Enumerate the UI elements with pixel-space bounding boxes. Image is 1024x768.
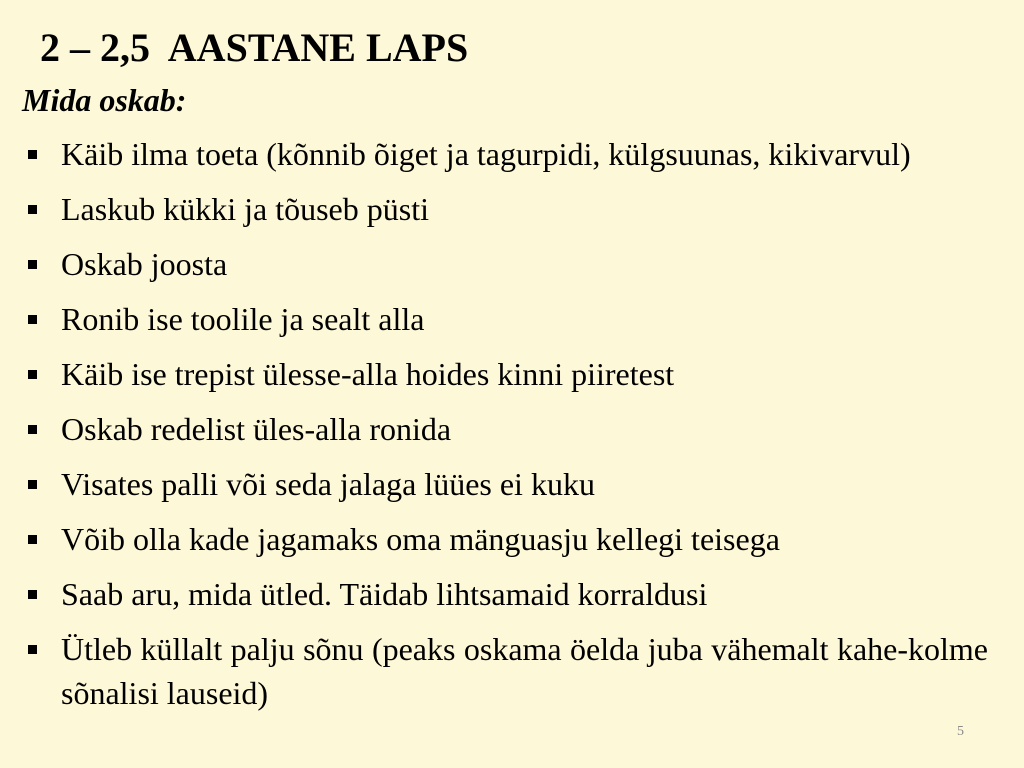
square-bullet-icon xyxy=(28,315,37,324)
list-item xyxy=(22,572,988,616)
list-item xyxy=(22,187,988,231)
list-item-text: Laskub kükki ja tõuseb püsti xyxy=(61,191,429,227)
list-item-text: Visates palli või seda jalaga lüües ei kuku xyxy=(61,466,595,502)
list-item-text: Käib ilma toeta (kõnnib õiget ja tagurpidi, külgsuunas, kikivarvul) xyxy=(61,136,911,172)
list-item-text: Ronib ise toolile ja sealt alla xyxy=(61,301,425,337)
slide-title: 2 – 2,5 AASTANE LAPS xyxy=(40,25,469,70)
list-item-text: Saab aru, mida ütled. Täidab lihtsamaid korraldusi xyxy=(61,576,708,612)
square-bullet-icon xyxy=(28,425,37,434)
square-bullet-icon xyxy=(28,370,37,379)
list-item xyxy=(22,352,988,396)
square-bullet-icon xyxy=(28,645,37,654)
list-item xyxy=(22,407,988,451)
square-bullet-icon xyxy=(28,150,37,159)
list-item xyxy=(22,627,988,715)
list-item-text: Oskab redelist üles-alla ronida xyxy=(61,411,452,447)
square-bullet-icon xyxy=(28,480,37,489)
list-item-text: Oskab joosta xyxy=(61,246,228,282)
square-bullet-icon xyxy=(28,535,37,544)
list-item xyxy=(22,132,988,176)
square-bullet-icon xyxy=(28,590,37,599)
list-item xyxy=(22,242,988,286)
list-item-text: Käib ise trepist ülesse-alla hoides kinni piiretest xyxy=(61,356,675,392)
list-item xyxy=(22,517,988,561)
page-number: 5 xyxy=(957,724,964,739)
list-item-text: Võib olla kade jagamaks oma mänguasju kellegi teisega xyxy=(61,521,780,557)
list-item-text: Ütleb küllalt palju sõnu (peaks oskama öelda juba vähemalt kahe-kolme sõnalisi lauseid) xyxy=(61,631,988,711)
list-item xyxy=(22,462,988,506)
bullet-list xyxy=(22,132,988,726)
square-bullet-icon xyxy=(28,260,37,269)
list-item xyxy=(22,297,988,341)
slide-subtitle: Mida oskab: xyxy=(22,82,187,118)
square-bullet-icon xyxy=(28,205,37,214)
